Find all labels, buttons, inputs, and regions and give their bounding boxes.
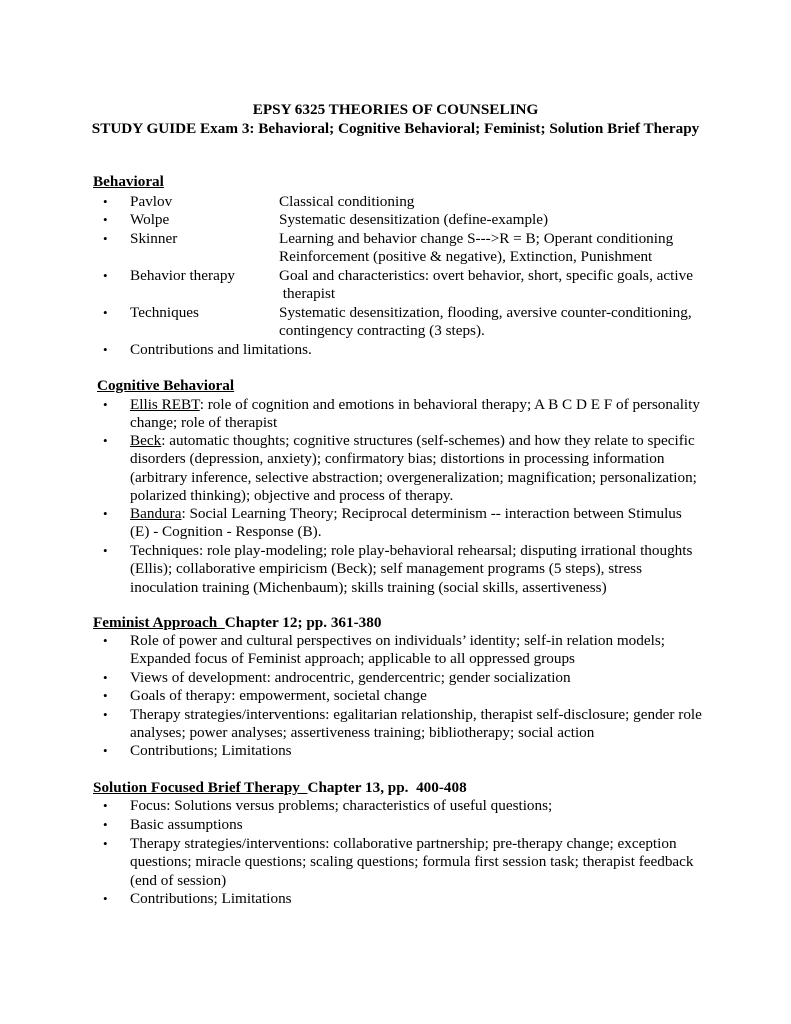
document-subtitle: STUDY GUIDE Exam 3: Behavioral; Cognitive Behavioral; Feminist; Solution Brief Therapy <box>91 120 700 137</box>
document-title: EPSY 6325 THEORIES OF COUNSELING <box>252 101 539 118</box>
bullet-icon: • <box>103 798 108 813</box>
bullet-icon: • <box>103 688 108 703</box>
row-description: Classical conditioning <box>279 193 415 210</box>
row-label: Techniques <box>130 304 199 321</box>
bullet-icon: • <box>103 194 108 209</box>
bullet-icon: • <box>103 891 108 906</box>
bullet-icon: • <box>103 707 108 722</box>
row-description: Learning and behavior change S--->R = B; Operant conditioning Reinforcement (positive & negative), Extinction, Punishment <box>279 230 674 266</box>
section-heading-behavioral: Behavioral <box>93 173 164 190</box>
row-description: Goal and characteristics: overt behavior, short, specific goals, active therapist <box>279 267 693 303</box>
section-heading-solution-focused: Solution Focused Brief Therapy Chapter 13, pp. 400-408 <box>93 779 467 796</box>
term-bandura: Bandura <box>130 505 182 522</box>
row-description: Systematic desensitization (define-example) <box>279 211 549 228</box>
bullet-icon: • <box>103 633 108 648</box>
row-label: Skinner <box>130 230 178 247</box>
bullet-icon: • <box>103 268 108 283</box>
bullet-icon: • <box>103 433 108 448</box>
bullet-icon: • <box>103 231 108 246</box>
section-heading-cognitive-behavioral: Cognitive Behavioral <box>97 377 235 394</box>
row-label: Contributions and limitations. <box>130 341 312 358</box>
section-heading-feminist: Feminist Approach Chapter 12; pp. 361-380 <box>93 614 382 631</box>
row-label: Behavior therapy <box>130 267 236 284</box>
bullet-icon: • <box>103 743 108 758</box>
bullet-icon: • <box>103 305 108 320</box>
bullet-icon: • <box>103 670 108 685</box>
bullet-icon: • <box>103 543 108 558</box>
row-description: Systematic desensitization, flooding, aversive counter-conditioning, contingency contracting (3 steps). <box>279 304 692 340</box>
bullet-icon: • <box>103 817 108 832</box>
bullet-icon: • <box>103 397 108 412</box>
term-beck: Beck <box>130 432 162 449</box>
bullet-icon: • <box>103 836 108 851</box>
row-label: Wolpe <box>130 211 170 228</box>
bullet-icon: • <box>103 342 108 357</box>
bullet-icon: • <box>103 506 108 521</box>
row-label: Pavlov <box>130 193 173 210</box>
term-ellis-rebt: Ellis REBT <box>130 396 200 413</box>
document-page: EPSY 6325 THEORIES OF COUNSELING STUDY GUIDE Exam 3: Behavioral; Cognitive Behavioral; Feminist; Solution Brief Therapy Behavioral • Pavlov Classical conditioning • Wolpe Systematic desensitization (define-example) • Skinner Learning and behavior change S--->R = B; Operant conditioning Reinforcement (positive & negative), Extinction, Punishment • Behavior therapy Goal and characteristics: overt behavior, short, specific goals, active therapist • Techniques Systematic desensitization, flooding, aversive counter-conditioning, contingency contracting (3 steps). • Contributions and limitations. Cognitive Behavioral • Ellis REBT: role of cognition and emotions in behavioral therapy; A B C D E F of personality change; role of therapist • Beck: automatic thoughts; cognitive structures (self-schemes) and how they relate to specific disorders (depression, anxiety); confirmatory bias; distortions in processing information (arbitrary inference, selective abstraction; overgeneralization; magnification; personalization; polarized thinking); objective and process of therapy. • Bandura: Social Learning Theory; Reciprocal determinism -- interaction between Stimulus (E) - Cognition - Response (B). • Techniques: role play-modeling; role play-behavioral rehearsal; disputing irrational thoughts (Ellis); collaborative empiricism (Beck); self management programs (5 steps), stress inoculation training (Michenbaum); skills training (social skills, assertiveness) Feminist Approach Chapter 12; pp. 361-380 • Role of power and cultural perspectives on individuals’ identity; self-in relation models; Expanded focus of Feminist approach; applicable to all oppressed groups • Views of development: androcentric, gendercentric; gender socialization • Goals of therapy: empowerment, societal change • Therapy strategies/interventions: egalitarian relationship, therapist self-disclosure; gender role analyses; power analyses; assertiveness training; bibliotherapy; social action • Contributions; Limitations Solution Focused Brief Therapy Chapter 13, pp. 400-408 • Focus: Solutions versus problems; characteristics of useful questions; • Basic assumptions • Therapy strategies/interventions: collaborative partnership; pre-therapy change; exception questions; miracle questions; scaling questions; formula first session task; therapist feedback (end of session) • Contributions; Limitations <box>0 0 791 1024</box>
bullet-icon: • <box>103 212 108 227</box>
